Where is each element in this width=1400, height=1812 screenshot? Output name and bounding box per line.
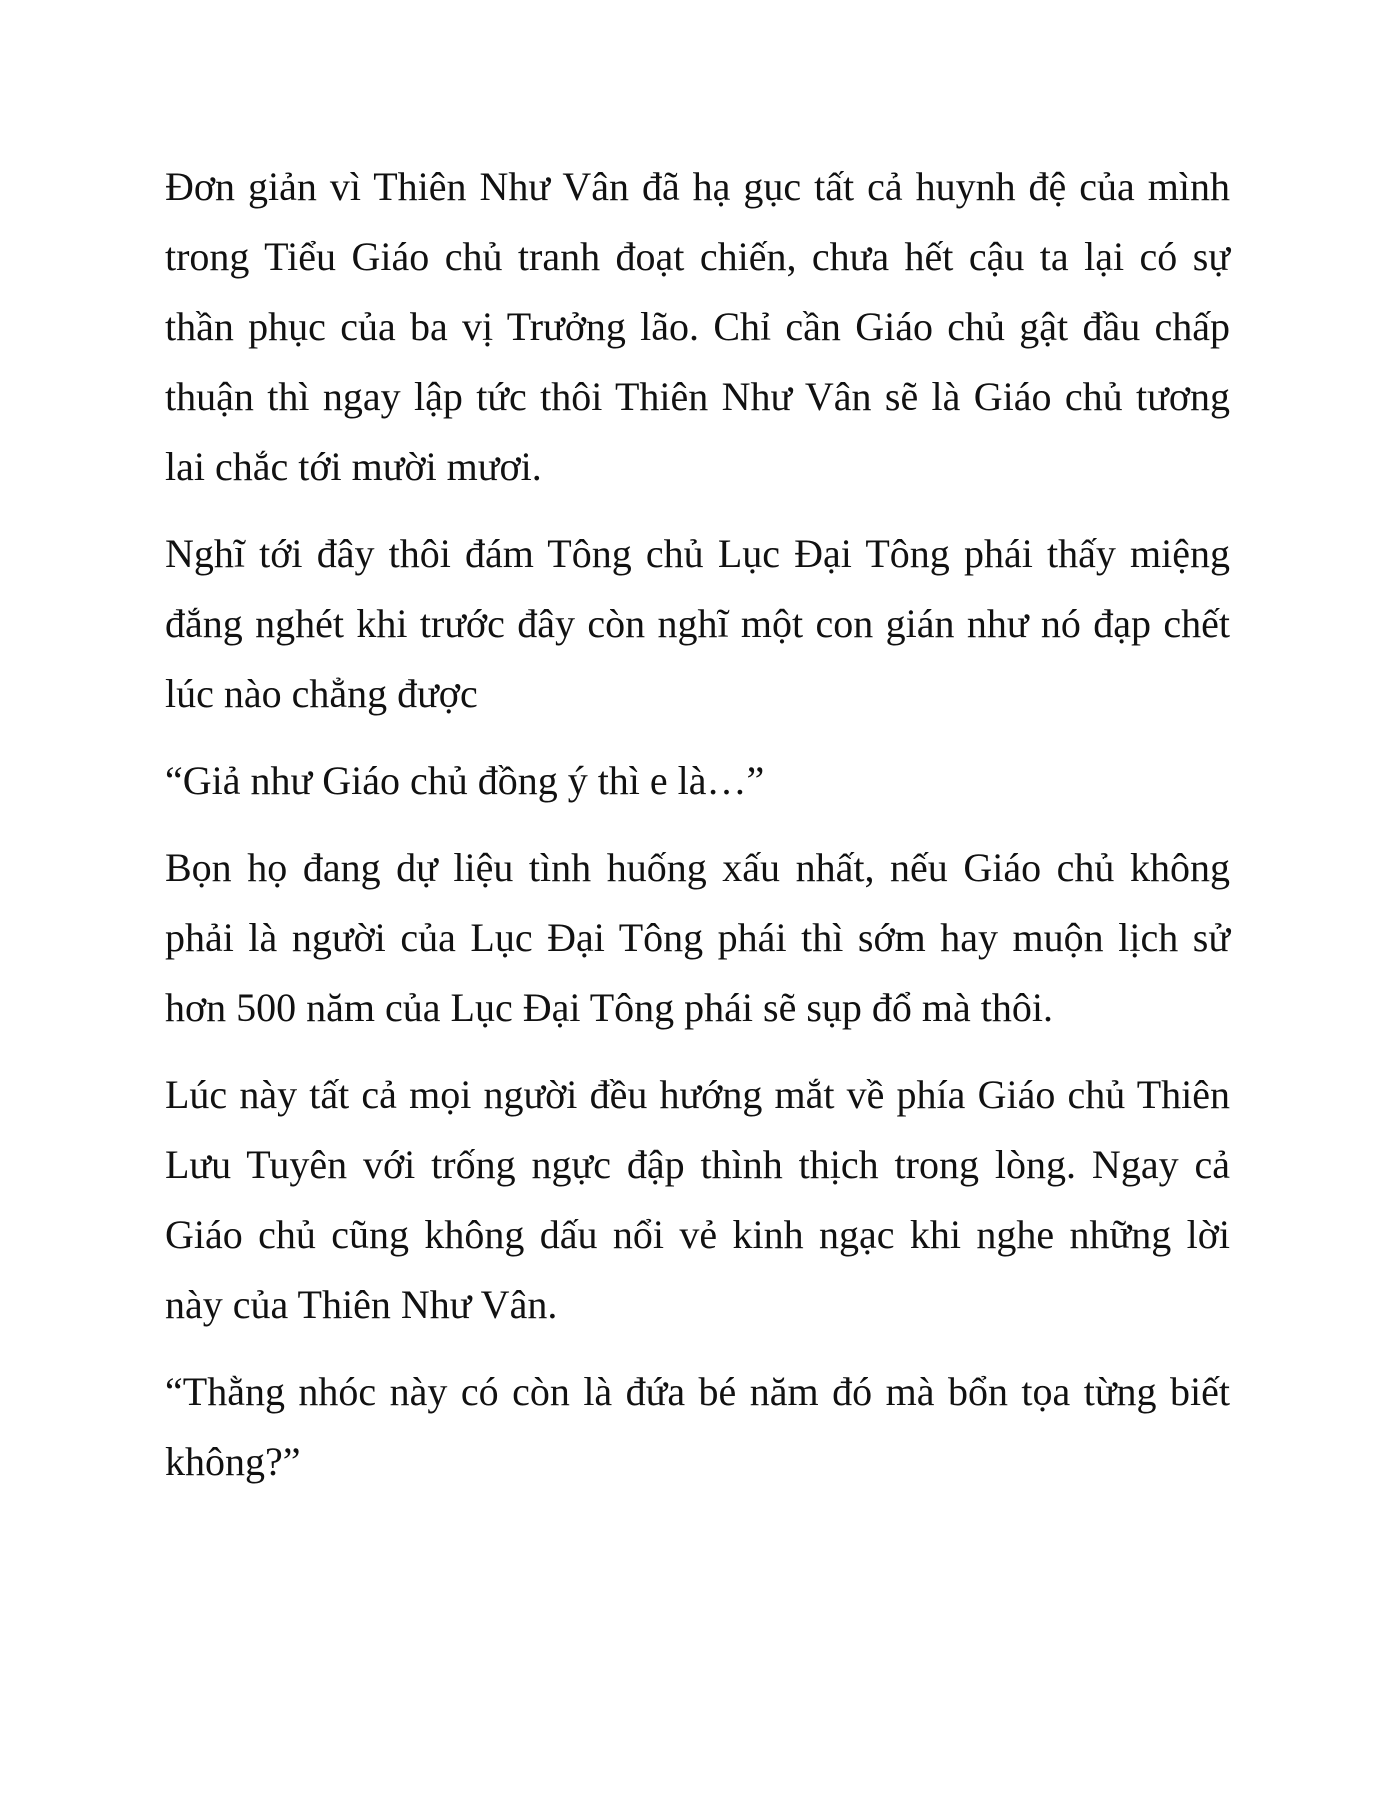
paragraph-3: “Giả như Giáo chủ đồng ý thì e là…”: [165, 758, 765, 803]
paragraph-4: Bọn họ đang dự liệu tình huống xấu nhất, nếu Giáo chủ không phải là người của Lục Đại Tông phái thì sớm hay muộn lịch sử hơn 500 năm của Lục Đại Tông phái sẽ sụp đổ mà thôi.: [165, 845, 1230, 1030]
paragraph-2: Nghĩ tới đây thôi đám Tông chủ Lục Đại Tông phái thấy miệng đắng nghét khi trước đây còn nghĩ một con gián như nó đạp chết lúc nào chẳng được: [165, 531, 1230, 716]
paragraph-6: “Thằng nhóc này có còn là đứa bé năm đó mà bổn tọa từng biết không?”: [165, 1369, 1230, 1484]
paragraph-1: Đơn giản vì Thiên Như Vân đã hạ gục tất cả huynh đệ của mình trong Tiểu Giáo chủ tranh đoạt chiến, chưa hết cậu ta lại có sự thần phục của ba vị Trưởng lão. Chỉ cần Giáo chủ gật đầu chấp thuận thì ngay lập tức thôi Thiên Như Vân sẽ là Giáo chủ tương lai chắc tới mười mươi.: [165, 164, 1230, 489]
paragraph-5: Lúc này tất cả mọi người đều hướng mắt về phía Giáo chủ Thiên Lưu Tuyên với trống ngực đập thình thịch trong lòng. Ngay cả Giáo chủ cũng không dấu nổi vẻ kinh ngạc khi nghe những lời này của Thiên Như Vân.: [165, 1072, 1230, 1327]
body-text: [165, 152, 1230, 1514]
